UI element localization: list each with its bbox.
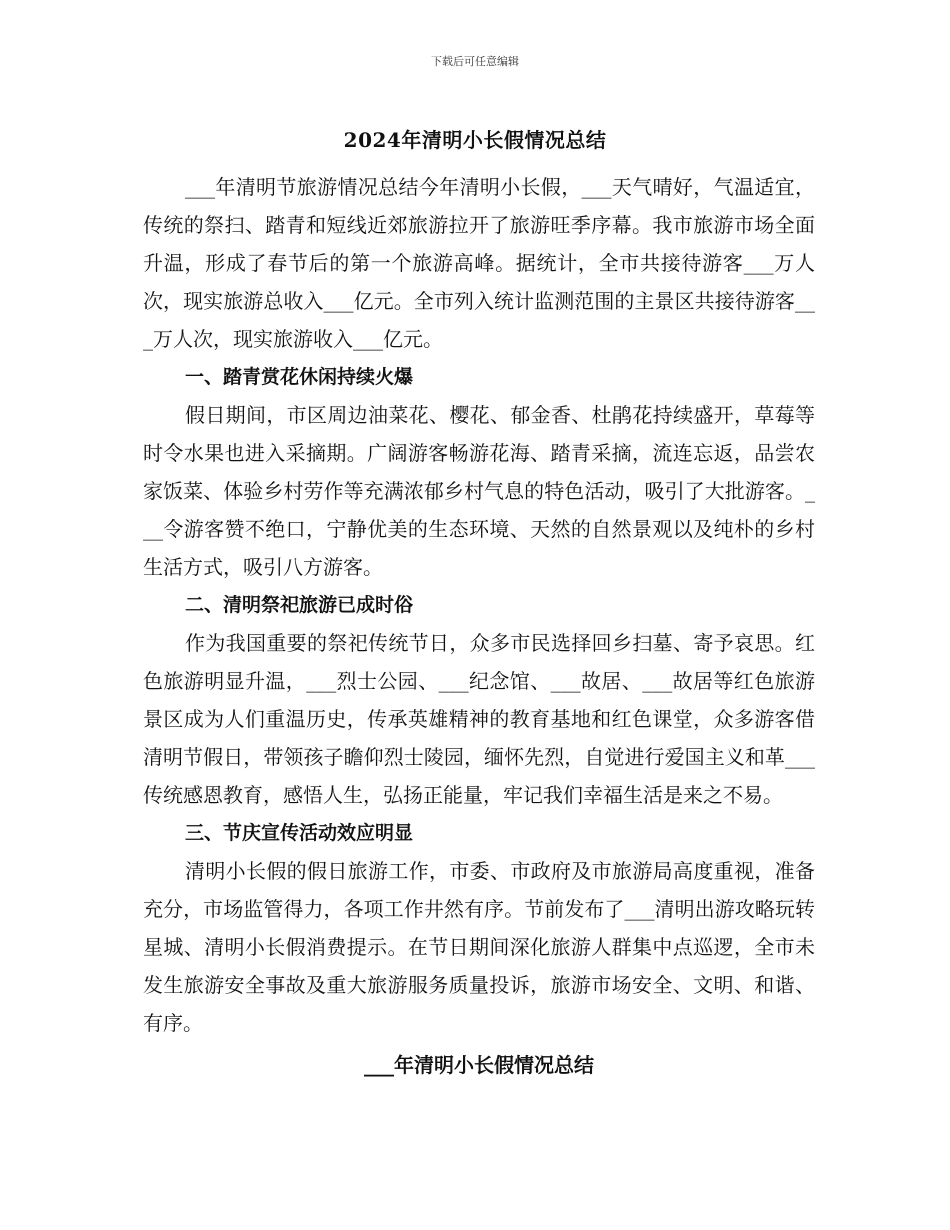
section-heading-1: 一、踏青赏花休闲持续火爆 (185, 366, 414, 388)
intro-paragraph: ___年清明节旅游情况总结今年清明小长假，___天气晴好，气温适宜，传统的祭扫、踏青和短线近郊旅游拉开了旅游旺季序幕。我市旅游市场全面升温，形成了春节后的第一个旅游高峰。据统计，全市共接待游客___万人次，现实旅游总收入___亿元。全市列入统计监测范围的主景区共接待游客___万人次，现实旅游收入___亿元。 (143, 175, 815, 351)
section-body-2: 作为我国重要的祭祀传统节日，众多市民选择回乡扫墓、寄予哀思。红色旅游明显升温，___烈士公园、___纪念馆、___故居、___故居等红色旅游景区成为人们重温历史，传承英雄精神的教育基地和红色课堂，众多游客借清明节假日，带领孩子瞻仰烈士陵园，缅怀先烈，自觉进行爱国主义和革___传统感恩教育，感悟人生，弘扬正能量，牢记我们幸福生活是来之不易。 (143, 631, 815, 807)
section-heading-3: 三、节庆宣传活动效应明显 (185, 822, 414, 844)
page-title: 2024年清明小长假情况总结 (343, 128, 607, 152)
section-body-1: 假日期间，市区周边油菜花、樱花、郁金香、杜鹃花持续盛开，草莓等时令水果也进入采摘期。广阔游客畅游花海、踏青采摘，流连忘返，品尝农家饭菜、体验乡村劳作等充满浓郁乡村气息的特色活动，吸引了大批游客。___令游客赞不绝口，宁静优美的生态环境、天然的自然景观以及纯朴的乡村生活方式，吸引八方游客。 (143, 403, 815, 579)
header-note: 下载后可任意编辑 (431, 55, 519, 68)
document-body (143, 168, 815, 1084)
section-heading-2: 二、清明祭祀旅游已成时俗 (185, 594, 414, 616)
section-body-3: 清明小长假的假日旅游工作，市委、市政府及市旅游局高度重视，准备充分，市场监管得力，各项工作井然有序。节前发布了___清明出游攻略玩转星城、清明小长假消费提示。在节日期间深化旅游人群集中点巡逻，全市未发生旅游安全事故及重大旅游服务质量投诉，旅游市场安全、文明、和谐、有序。 (143, 859, 815, 1035)
next-document-title: ___年清明小长假情况总结 (364, 1053, 594, 1077)
